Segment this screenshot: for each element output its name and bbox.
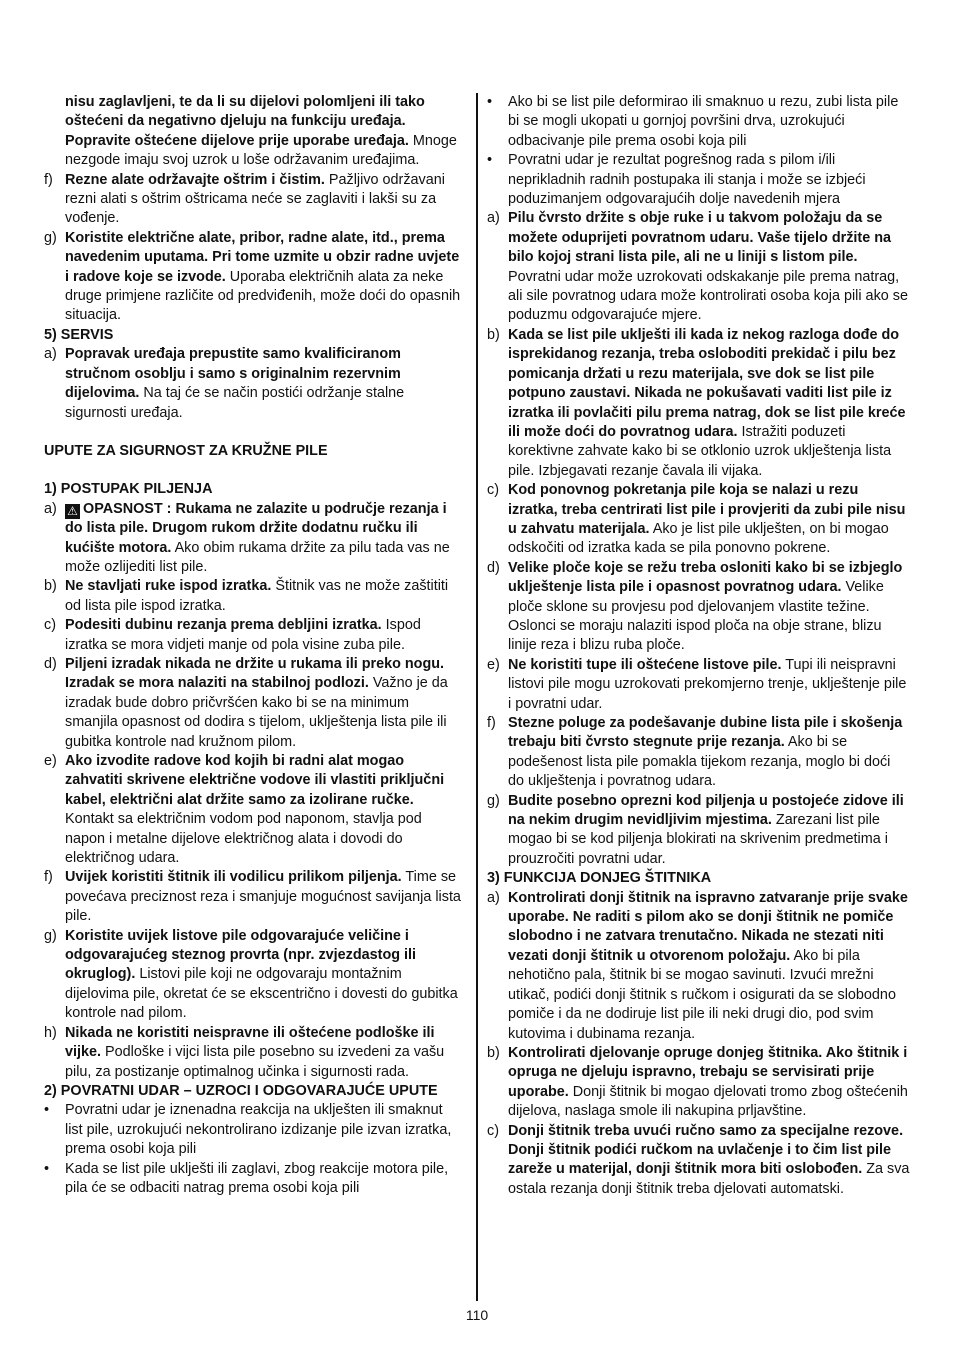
item-text (508, 714, 910, 792)
item-normal-text: Pažljivo održavani rezni alati s oštrim oštricama neće se zaglaviti i lakši su za vođenje. (65, 171, 445, 227)
item-normal-text: Time se povećava preciznost reza i smanjuje mogućnost savijanja lista pile. (65, 869, 461, 925)
list-item (44, 345, 464, 423)
item-bold-text: Velike ploče koje se režu treba osloniti kako bi se izbjeglo uklještenje lista pile i opasnost povratnog udara. (508, 559, 903, 596)
item-normal-text: Istražiti poduzeti korektivne zahvate kako bi se otklonio uzrok uklještenja lista pile. Izbjegavati rezanje čavala ili vijaka. (508, 423, 892, 479)
list-item (44, 1024, 464, 1082)
item-bold-text: Ne stavljati ruke ispod izratka. (65, 578, 272, 595)
item-label: h) (44, 1024, 57, 1041)
list-item (487, 656, 910, 714)
item-label: a) (487, 889, 500, 906)
list-item (487, 481, 910, 559)
item-normal-text: Za sva ostala rezanja donji štitnik treba djelovati automatski. (508, 1161, 910, 1197)
section-heading: 1) POSTUPAK PILJENJA (44, 481, 213, 498)
item-label: c) (487, 482, 499, 499)
item-normal-text: Uporaba električnih alata za neke druge primjene različite od predviđenih, može doći do opasnih situacija. (65, 268, 461, 324)
item-bold-text: Kontrolirati donji štitnik na ispravno zatvaranje prije svake uporabe. Ne raditi s pilom ako se donji štitnik ne pomiče slobodno i ne zatvara trenutačno. Nikada ne stezati niti vezati donji štitnik u otvorenom položaju. (508, 889, 908, 964)
item-label: e) (44, 753, 57, 769)
item-bold-text: Podesiti dubinu rezanja prema debljini izratka. (65, 617, 382, 634)
item-normal-text: Povratni udar je rezultat pogrešnog rada s pilom i/ili neprikladnih radnih postupaka ili stanja i može se izbjeći poduzimanjem odgovarajućih dolje navedenih mjera (508, 152, 866, 208)
item-normal-text: Ako bi se podešenost lista pile pomakla tijekom rezanja, moglo bi doći do uklještenja i povratnog udara. (508, 734, 891, 790)
item-bold-text: Koristite električne alate, pribor, radne alate, itd., prema navedenim uputama. Pri tome uzmite u obzir radne uvjete i radove koje se izvode. (65, 229, 460, 285)
item-bold-text: Stezne poluge za podešavanje dubine lista pile i skošenja trebaju biti čvrsto stegnute prije rezanja. (508, 715, 903, 751)
item-text (65, 229, 464, 326)
item-text (508, 1044, 910, 1122)
item-text (65, 752, 464, 868)
item-bold-text: Uvijek koristiti štitnik ili vodilicu prilikom piljenja. (65, 869, 402, 886)
section-heading: 3) FUNKCIJA DONJEG ŠTITNIKA (487, 870, 712, 887)
list-item (487, 792, 910, 870)
item-text (65, 500, 464, 578)
item-bold-text: Rezne alate održavajte oštrim i čistim. (65, 171, 325, 188)
warning-icon: ⚠ (65, 504, 80, 519)
item-label (44, 93, 65, 171)
item-text (508, 792, 910, 870)
item-text (65, 616, 464, 655)
item-text (65, 868, 464, 926)
column-divider (476, 93, 478, 1301)
item-text (65, 1160, 464, 1199)
item-bold-text: Ne koristiti tupe ili oštećene listove pile. (508, 656, 782, 673)
item-label: • (487, 152, 493, 169)
section-heading: UPUTE ZA SIGURNOST ZA KRUŽNE PILE (44, 442, 328, 459)
list-item (487, 714, 910, 792)
section-heading: 5) SERVIS (44, 326, 114, 343)
list-item (487, 1122, 910, 1200)
item-normal-text: Važno je da izradak bude dobro pričvršćen kako bi se na minimum smanjila opasnost od dodira s tijelom, uklještenja lista pile ili gubitka kontrole nad kružnom pilom. (65, 675, 448, 750)
item-text (65, 345, 464, 423)
paragraph-gap (44, 423, 464, 442)
list-item (44, 229, 464, 326)
item-bold-text: Ako izvodite radove kod kojih bi radni alat mogao zahvatiti skrivene električne vodove ili vlastiti priključni kabel, električni alat držite samo za izolirane ručke. (65, 753, 445, 808)
item-text (65, 171, 464, 229)
item-normal-text: Mnoge nezgode imaju svoj uzrok u loše održavanim uređajima. (65, 132, 457, 169)
item-text (65, 1024, 464, 1082)
list-item (44, 500, 464, 578)
item-bold-text: Pilu čvrsto držite s obje ruke i u takvom položaju da se možete oduprijeti povratnom udaru. Vaše tijelo držite na bilo kojoj strani lista pile, ali ne u liniji s listom pile. (508, 210, 892, 266)
list-item (44, 1101, 464, 1159)
item-label: e) (487, 656, 500, 673)
item-normal-text: Podloške i vijci lista pile posebno su izvedeni za vašu pilu, za postizanje optimalnog učinka i sigurnosti rada. (65, 1044, 445, 1080)
list-item (44, 868, 464, 926)
list-item (44, 655, 464, 752)
item-normal-text: Ako obim rukama držite za pilu tada vas ne može ozlijediti list pile. (65, 539, 450, 575)
item-label: f) (44, 171, 53, 188)
item-label: b) (487, 1044, 500, 1061)
item-label: • (44, 1160, 50, 1177)
item-bold-text: OPASNOST : Rukama ne zalazite u područje rezanja i do lista pile. Drugom rukom držite dodatnu ručku ili kućište motora. (65, 500, 447, 556)
list-item (44, 1160, 464, 1199)
item-label: f) (44, 869, 53, 886)
right-column (487, 93, 910, 1199)
item-normal-text: Povratni udar može uzrokovati odskakanje pile prema natrag, ali sile povratnog udara može kontrolirati osoba koja pili ako se poduzmu odgovarajuće mjere. (508, 268, 908, 324)
page-number: 110 (465, 1307, 489, 1323)
item-bold-text: Budite posebno oprezni kod piljenja u postojeće zidove ili na nekim drugim nevidljivim mjestima. (508, 792, 904, 829)
list-item (44, 616, 464, 655)
list-item (44, 93, 464, 171)
item-label: g) (487, 792, 500, 809)
item-text (65, 93, 464, 171)
item-text (508, 656, 910, 714)
list-item (487, 93, 910, 151)
list-item (44, 171, 464, 229)
item-normal-text: Zarezani list pile mogao bi se kod piljenja blokirati na skrivenim predmetima i prouzročiti povratni udar. (508, 812, 888, 867)
item-label: c) (44, 617, 56, 634)
item-label: b) (487, 326, 500, 343)
list-item (487, 889, 910, 1044)
item-text (508, 151, 910, 209)
left-column (44, 93, 464, 1198)
item-bold-text: Koristite uvijek listove pile odgovarajuće veličine i odgovarajućeg steznog provrta (npr. zvjezdastog ili okruglog). (65, 927, 417, 983)
item-bold-text: nisu zaglavljeni, te da li su dijelovi polomljeni ili tako oštećeni da negativno djeluju na funkciju uređaja. Popravite oštećene dijelove prije uporabe uređaja. (65, 94, 425, 149)
item-bold-text: Nikada ne koristiti neispravne ili oštećene podloške ili vijke. (65, 1024, 435, 1061)
list-item (44, 752, 464, 868)
item-bold-text: Kada se list pile uklješti ili kada iz nekog razloga dođe do isprekidanog rezanja, treba osloboditi prekidač i pilu bez pomicanja držati u rezu materijala, sve dok se list pile potpuno zaustavi. Nikada ne pokušavati vaditi list pile iz izratka ili povlačiti pilu prema natrag, dok se list pile kreće ili može doći do povratnog udara. (508, 326, 906, 440)
item-text (508, 889, 910, 1044)
item-normal-text: Kada se list pile uklješti ili zaglavi, zbog reakcije motora pile, pila će se odbaciti natrag prema osobi koja pili (65, 1160, 449, 1196)
item-label: a) (487, 210, 500, 227)
section-heading: 2) POVRATNI UDAR – UZROCI I ODGOVARAJUĆE UPUTE (44, 1082, 438, 1099)
item-label: • (487, 94, 493, 110)
item-text (65, 577, 464, 616)
item-label: b) (44, 578, 57, 595)
item-bold-text: Kontrolirati djelovanje opruge donjeg štitnika. Ako štitnik i opruga ne djeluju ispravno, trebaju se servisirati prije uporabe. (508, 1044, 908, 1100)
item-text (508, 326, 910, 481)
item-text (508, 559, 910, 656)
item-label: d) (487, 559, 500, 576)
item-normal-text: Ako bi pila nehotično pala, štitnik bi se mogao savinuti. Izvući mrežni utikač, podići donji štitnik s ručkom i osigurati da se slobodno pomiče i da ne dodiruje list pile ili neki drugi dio, pod svim kutovima i dubinama rezanja. (508, 947, 896, 1042)
item-text (65, 927, 464, 1024)
item-label: a) (44, 346, 57, 363)
list-item (44, 927, 464, 1024)
paragraph-gap (44, 461, 464, 480)
item-normal-text: Listovi pile koji ne odgovaraju montažnim dijelovima pile, okretat će se ekscentrično i dovesti do gubitka kontrole nad pilom. (65, 966, 458, 1022)
item-label: g) (44, 229, 57, 246)
item-normal-text: Štitnik vas ne može zaštititi od lista pile ispod izratka. (65, 578, 449, 614)
item-normal-text: Ako bi se list pile deformirao ili smaknuo u rezu, zubi lista pile bi se mogli ukopati u gornjoj površini drva, uzrokujući odbacivanje pile prema osobi koja pili (508, 94, 899, 149)
item-bold-text: Piljeni izradak nikada ne držite u rukama ili preko nogu. Izradak se mora nalaziti na stabilnoj podlozi. (65, 655, 445, 692)
item-normal-text: Ispod izratka se mora vidjeti manje od pola visine zuba pile. (65, 617, 421, 653)
item-bold-text: Popravak uređaja prepustite samo kvalificiranom stručnom osoblju i samo s originalnim rezervnim dijelovima. (65, 346, 401, 402)
list-item (487, 326, 910, 481)
list-item (487, 209, 910, 325)
item-label: • (44, 1102, 50, 1119)
item-label: c) (487, 1122, 499, 1139)
item-normal-text: Kontakt sa električnim vodom pod naponom, stavlja pod napon i metalne dijelove električnog alata i dovodi do električnog udara. (65, 811, 422, 867)
item-label: g) (44, 927, 57, 944)
list-item (44, 577, 464, 616)
item-text (65, 655, 464, 752)
item-normal-text: Ako je list pile uklješten, on bi mogao odskočiti od izratka kada se pila ponovno pokrene. (508, 520, 889, 557)
item-normal-text: Na taj će se način postići održanje stalne sigurnosti uređaja. (65, 385, 405, 421)
item-text (508, 209, 910, 325)
item-normal-text: Povratni udar je iznenadna reakcija na uklješten ili smaknut list pile, uzrokujući nekontrolirano izdizanje pile izvan izratka, prema osobi koja pili (65, 1102, 452, 1158)
item-normal-text: Velike ploče sklone su provjesu pod djelovanjem vlastite težine. Oslonci se moraju nalaziti ispod ploča na obje strane, blizu linije reza i blizu ruba ploče. (508, 579, 884, 654)
list-item (487, 1044, 910, 1122)
item-normal-text: Tupi ili neispravni listovi pile mogu uzrokovati prekomjerno trenje, uklještenje pile i povratni udar. (508, 656, 907, 712)
item-label: d) (44, 655, 57, 672)
item-label: a) (44, 500, 57, 517)
item-label: f) (487, 715, 496, 731)
item-text (508, 93, 910, 151)
item-text (508, 1122, 910, 1200)
item-text (65, 1101, 464, 1159)
item-text (508, 481, 910, 559)
list-item (487, 559, 910, 656)
item-normal-text: Donji štitnik bi mogao djelovati tromo zbog oštećenih dijelova, naslaga smole ili nakupina prljavštine. (508, 1083, 908, 1120)
item-bold-text: Donji štitnik treba uvući ručno samo za specijalne rezove. Donji štitnik podići ručkom na uvlačenje i to čim list pile zareže u materijal, donji štitnik mora biti oslobođen. (508, 1122, 904, 1178)
item-bold-text: Kod ponovnog pokretanja pile koja se nalazi u rezu izratka, treba centrirati list pile i provjeriti da zubi pile nisu u zahvatu materijala. (508, 482, 906, 537)
list-item (487, 151, 910, 209)
